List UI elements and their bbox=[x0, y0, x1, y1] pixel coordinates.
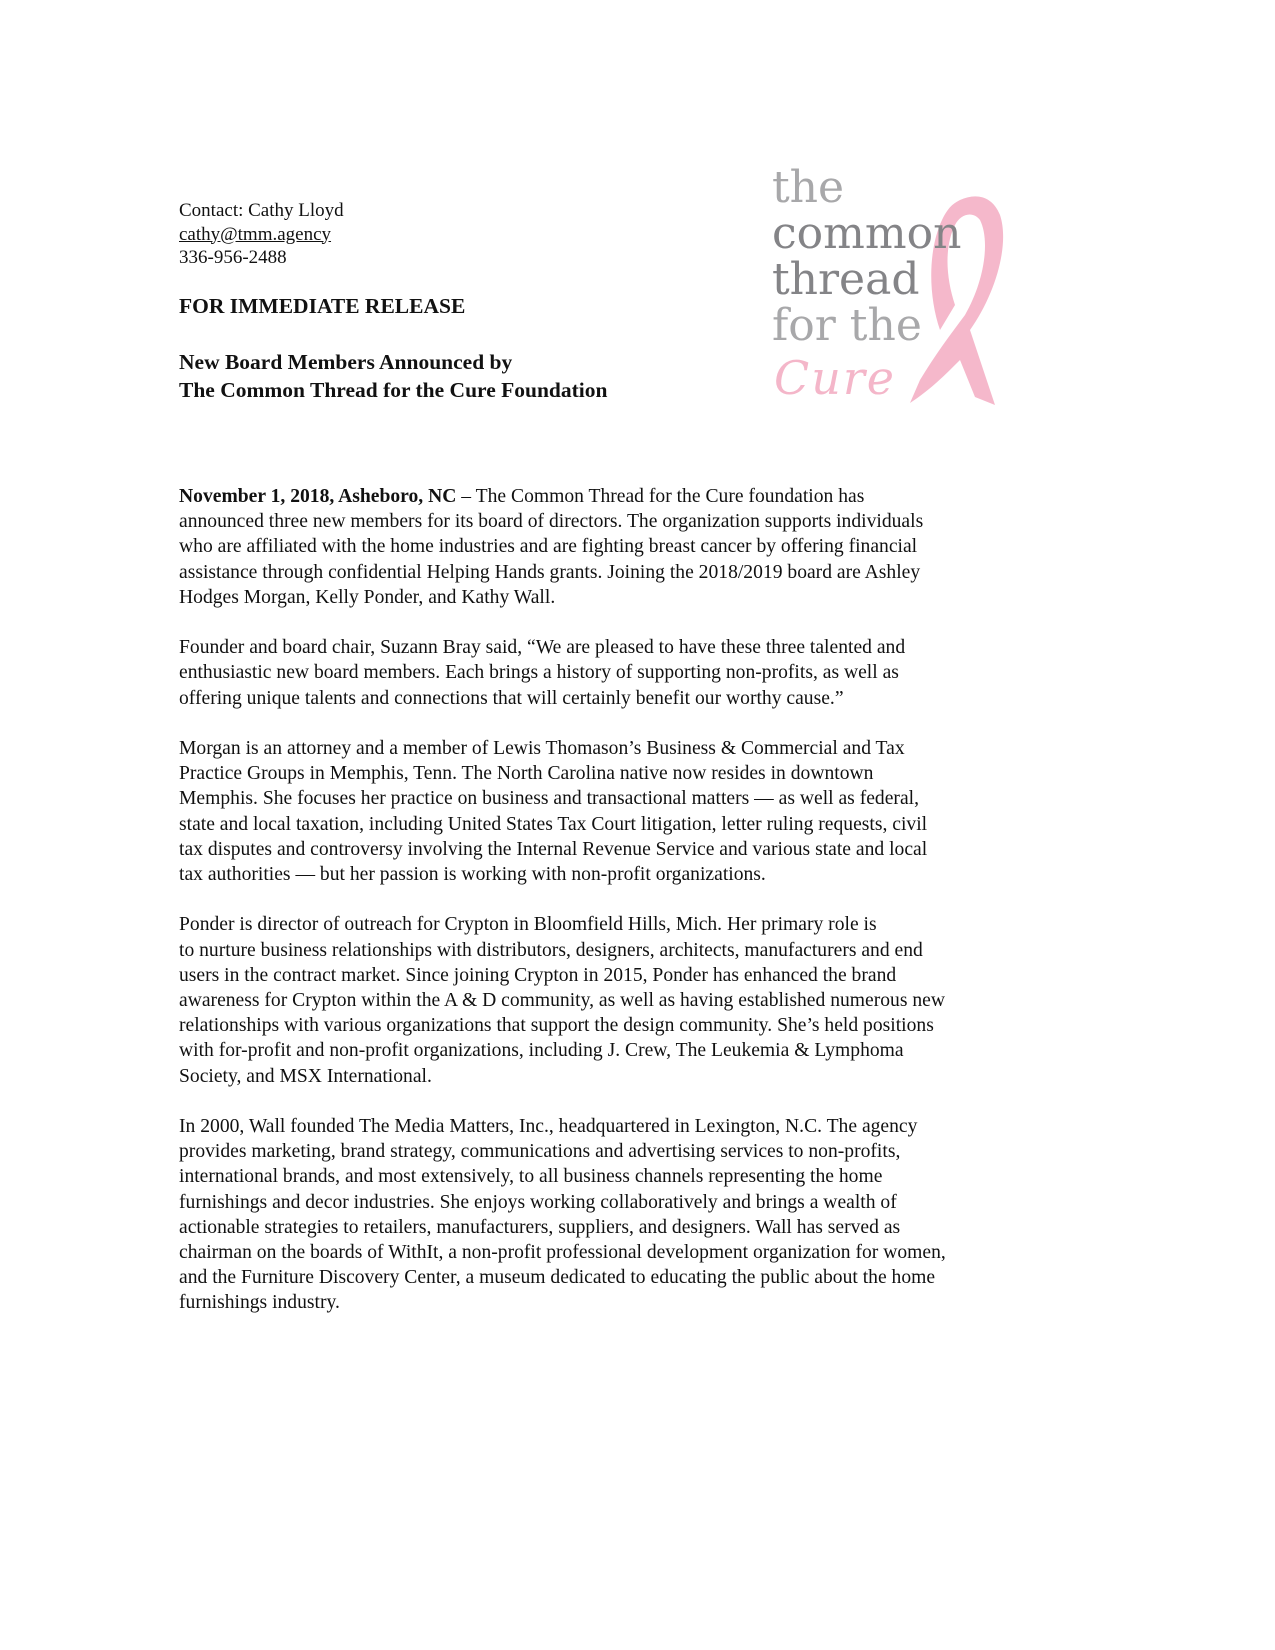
headline bbox=[179, 348, 607, 404]
headline-line-2: The Common Thread for the Cure Foundation bbox=[179, 378, 608, 402]
logo-word-for-the: for the bbox=[772, 300, 922, 351]
logo-word-thread: thread bbox=[772, 254, 920, 305]
release-label: FOR IMMEDIATE RELEASE bbox=[179, 294, 466, 318]
paragraph-wall: In 2000, Wall founded The Media Matters, Inc., headquartered in Lexington, N.C. The agency provides marketing, brand strategy, communications and advertising services to non-profits, international brands, and most extensively, to all business channels representing the home furnishings and decor industries. She enjoys working collaboratively and brings a wealth of actionable strategies to retailers, manufacturers, suppliers, and designers. Wall has served as chairman on the boards of WithIt, a non-profit professional development organization for women, and the Furniture Discovery Center, a museum dedicated to educating the public about the home furnishings industry. bbox=[179, 1116, 946, 1314]
paragraph-intro bbox=[179, 484, 1049, 610]
contact-email-link[interactable]: cathy@tmm.agency bbox=[179, 223, 332, 245]
contact-block bbox=[179, 199, 344, 270]
dateline: November 1, 2018, Asheboro, NC bbox=[179, 486, 457, 507]
press-release-body bbox=[179, 484, 1049, 1341]
contact-name: Contact: Cathy Lloyd bbox=[179, 200, 344, 221]
logo-word-the: the bbox=[772, 162, 845, 213]
logo-word-common: common bbox=[772, 208, 962, 259]
intro-text: – The Common Thread for the Cure foundation has announced three new members for its board of directors. The organization supports individuals who are affiliated with the home industries and are fighting breast cancer by offering financial assistance through confidential Helping Hands grants. Joining the 2018/2019 board are Ashley Hodges Morgan, Kelly Ponder, and Kathy Wall. bbox=[179, 486, 924, 608]
logo-word-cure: Cure bbox=[774, 351, 897, 405]
headline-line-1: New Board Members Announced by bbox=[179, 350, 513, 374]
foundation-logo bbox=[770, 162, 1030, 415]
paragraph-morgan: Morgan is an attorney and a member of Lewis Thomason’s Business & Commercial and Tax Practice Groups in Memphis, Tenn. The North Carolina native now resides in downtown Memphis. She focuses her practice on business and transactional matters — as well as federal, state and local taxation, including United States Tax Court litigation, letter ruling requests, civil tax disputes and controversy involving the Internal Revenue Service and various state and local tax authorities — but her passion is working with non-profit organizations. bbox=[179, 738, 928, 886]
paragraph-ponder: Ponder is director of outreach for Crypton in Bloomfield Hills, Mich. Her primary role is to nurture business relationships with distributors, designers, architects, manufacturers and end users in the contract market. Since joining Crypton in 2015, Ponder has enhanced the brand awareness for Crypton within the A & D community, as well as having established numerous new relationships with various organizations that support the design community. She’s held positions with for-profit and non-profit organizations, including J. Crew, The Leukemia & Lymphoma Society, and MSX International. bbox=[179, 914, 946, 1087]
paragraph-quote: Founder and board chair, Suzann Bray said, “We are pleased to have these three talented and enthusiastic new board members. Each brings a history of supporting non-profits, as well as offering unique talents and connections that will certainly benefit our worthy cause.” bbox=[179, 637, 906, 709]
contact-phone: 336-956-2488 bbox=[179, 247, 287, 268]
